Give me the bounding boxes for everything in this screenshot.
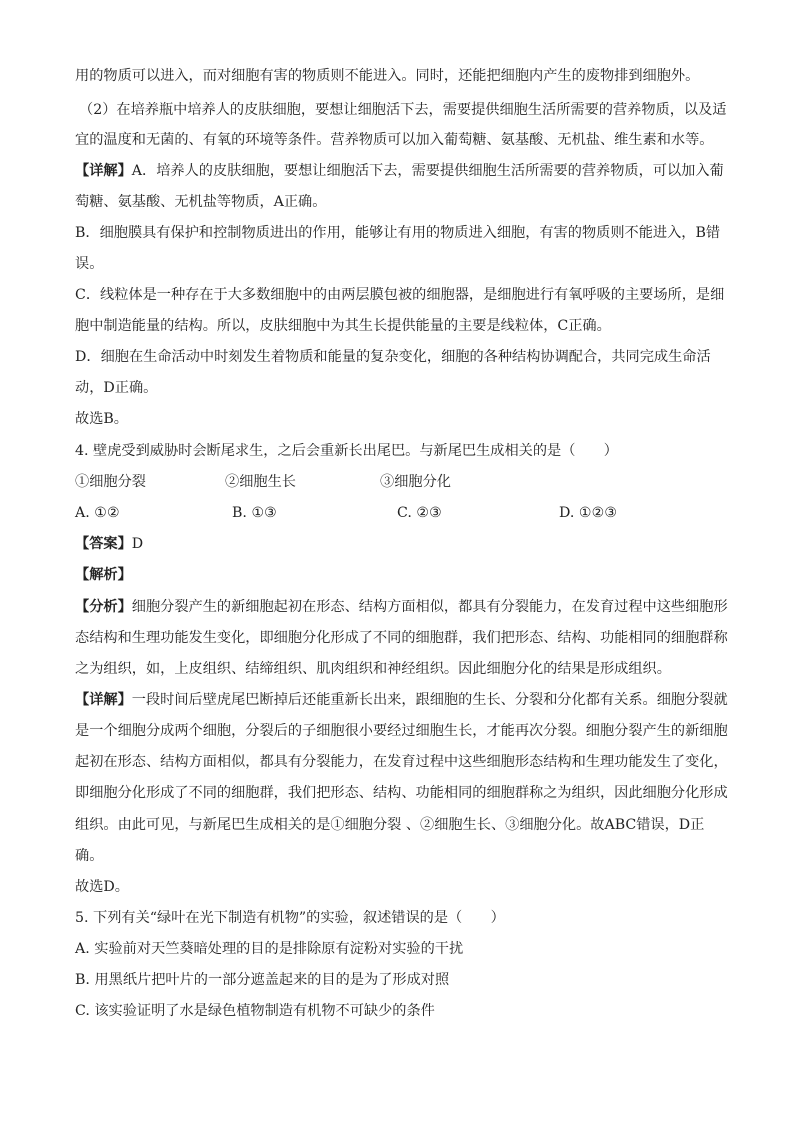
q3-detail-line-4: 误。	[75, 256, 104, 272]
q3-detail-line-2: 萄糖、氨基酸、无机盐等物质，A正确。	[75, 194, 327, 210]
q3-conclusion: 故选B。	[75, 411, 128, 427]
detail-tag: 【详解】	[75, 692, 132, 708]
q4-detail-line-5: 组织。由此可见，与新尾巴生成相关的是①细胞分裂 、②细胞生长、③细胞分化。故ABC错误，D正	[75, 817, 705, 833]
q5-option-a: A. 实验前对天竺葵暗处理的目的是排除原有淀粉对实验的干扰	[75, 941, 464, 957]
q4-option-d: D. ①②③	[559, 505, 618, 521]
q4-fenxi-line-2: 态结构和生理功能发生变化，即细胞分化形成了不同的细胞群，我们把形态、结构、功能相同的细胞群称	[75, 630, 728, 646]
q4-options	[75, 503, 725, 523]
q4-fenxi-line-3: 之为组织，如，上皮组织、结缔组织、肌肉组织和神经组织。因此细胞分化的结果是形成组织。	[75, 661, 671, 677]
q3-detail-line-6: 胞中制造能量的结构。所以，皮肤细胞中为其生长提供能量的主要是线粒体，C正确。	[75, 318, 611, 334]
q5-option-c: C. 该实验证明了水是绿色植物制造有机物不可缺少的条件	[75, 1003, 435, 1019]
fenxi-text: 细胞分裂产生的新细胞起初在形态、结构方面相似，都具有分裂能力，在发育过程中这些细胞形	[131, 599, 728, 615]
answer-tag: 【答案】	[75, 536, 132, 552]
q4-stem: 4. 壁虎受到威胁时会断尾求生，之后会重新长出尾巴。与新尾巴生成相关的是（ ）	[75, 443, 618, 459]
answer-value: D	[131, 536, 144, 552]
q3-detail-line-1	[75, 161, 725, 181]
q3-detail-line-7: D．细胞在生命活动中时刻发生着物质和能量的复杂变化，细胞的各种结构协调配合，共同完成生命活	[75, 349, 711, 365]
q4-detail-line-2: 是一个细胞分成两个细胞，分裂后的子细胞很小要经过细胞生长，才能再次分裂。细胞分裂产生的新细胞	[75, 723, 728, 739]
q4-option-b: B. ①③	[232, 505, 277, 521]
analysis-tag: 【解析】	[75, 567, 132, 583]
q3-text-line-1: 用的物质可以进入，而对细胞有害的物质则不能进入。同时，还能把细胞内产生的废物排到细胞外。	[75, 68, 700, 84]
q4-analysis-heading	[75, 565, 725, 585]
fenxi-tag: 【分析】	[75, 599, 132, 615]
q4-answer-line	[75, 534, 725, 554]
q4-conclusion: 故选D。	[75, 879, 129, 895]
q4-option-a: A. ①②	[75, 505, 120, 521]
q3-text-line-3: 宜的温度和无菌的、有氧的环境等条件。营养物质可以加入葡萄糖、氨基酸、无机盐、维生素和水等。	[75, 132, 714, 148]
q4-detail-line-4: 即细胞分化形成了不同的细胞群，我们把形态、结构、功能相同的细胞群称之为组织，因此细胞分化形成	[75, 785, 728, 801]
q4-items	[75, 472, 725, 492]
q3-detail-line-3: B．细胞膜具有保护和控制物质进出的作用，能够让有用的物质进入细胞，有害的物质则不能进入，B错	[75, 225, 721, 241]
q4-detail-line-6: 确。	[75, 848, 104, 864]
q3-text-line-2: （2）在培养瓶中培养人的皮肤细胞，要想让细胞活下去，需要提供细胞生活所需要的营养物质，以及适	[79, 102, 727, 118]
q3-detail-line-8: 动，D正确。	[75, 380, 158, 396]
q4-detail-line-1	[75, 690, 728, 710]
detail-tag: 【详解】	[75, 163, 132, 179]
q3-detail-line-5: C．线粒体是一种存在于大多数细胞中的由两层膜包被的细胞器，是细胞进行有氧呼吸的主要场所，是细	[75, 287, 725, 303]
detail-text: 一段时间后壁虎尾巴断掉后还能重新长出来，跟细胞的生长、分裂和分化都有关系。细胞分裂就	[131, 692, 728, 708]
q4-item-3: ③细胞分化	[380, 474, 451, 490]
q4-detail-line-3: 起初在形态、结构方面相似，都具有分裂能力，在发育过程中这些细胞形态结构和生理功能发生了变化，	[75, 754, 728, 770]
q5-stem: 5. 下列有关“绿叶在光下制造有机物”的实验，叙述错误的是（ ）	[75, 910, 505, 926]
q4-item-1: ①细胞分裂	[75, 474, 146, 490]
detail-text: A．培养人的皮肤细胞，要想让细胞活下去，需要提供细胞生活所需要的营养物质，可以加入葡	[131, 163, 724, 179]
q5-option-b: B. 用黑纸片把叶片的一部分遮盖起来的目的是为了形成对照	[75, 972, 450, 988]
q4-option-c: C. ②③	[397, 505, 442, 521]
q4-item-2: ②细胞生长	[225, 474, 296, 490]
q4-fenxi-line-1	[75, 597, 728, 617]
